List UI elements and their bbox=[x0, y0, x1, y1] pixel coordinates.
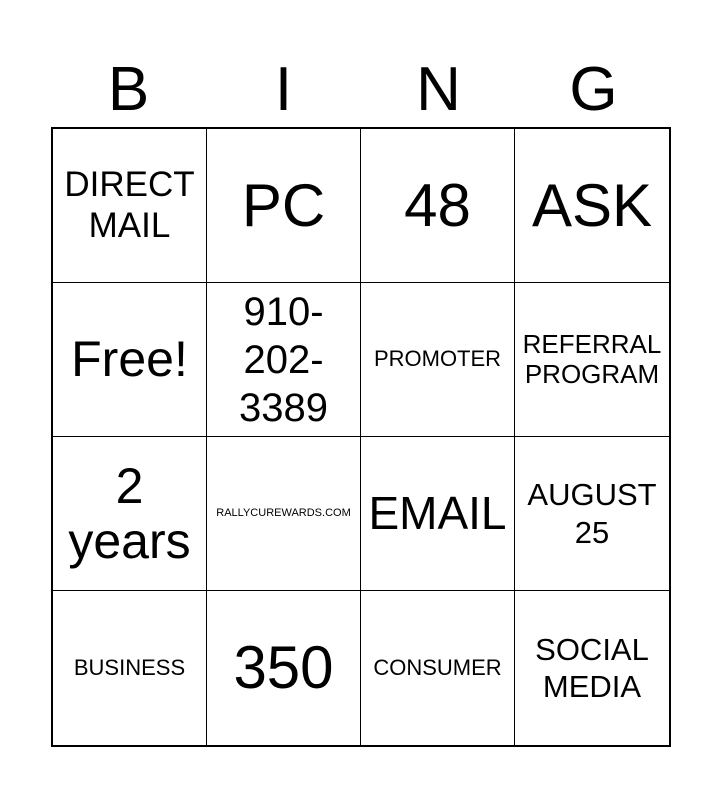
bingo-cell-r2-c4[interactable] bbox=[515, 283, 669, 437]
cell-text: RALLYCUREWARDS.COM bbox=[216, 506, 351, 519]
cell-text: Free! bbox=[71, 331, 188, 387]
bingo-cell-r2-c3[interactable] bbox=[361, 283, 515, 437]
bingo-board bbox=[51, 127, 671, 747]
cell-text: 2 years bbox=[68, 457, 191, 569]
header-letter-b: B bbox=[107, 55, 150, 124]
header-letter-n: N bbox=[416, 55, 461, 124]
bingo-cell-r2-c1[interactable] bbox=[53, 283, 207, 437]
bingo-cell-r4-c2[interactable] bbox=[207, 591, 361, 745]
bingo-cell-r3-c1[interactable] bbox=[53, 437, 207, 591]
cell-text: PROMOTER bbox=[373, 346, 502, 372]
bingo-cell-r4-c4[interactable] bbox=[515, 591, 669, 745]
bingo-cell-r3-c3[interactable] bbox=[361, 437, 515, 591]
cell-text: PC bbox=[241, 171, 326, 239]
bingo-cell-r1-c1[interactable] bbox=[53, 129, 207, 283]
bingo-cell-r3-c2[interactable] bbox=[207, 437, 361, 591]
bingo-cell-r1-c2[interactable] bbox=[207, 129, 361, 283]
bingo-cell-r2-c2[interactable] bbox=[207, 283, 361, 437]
bingo-cell-r1-c3[interactable] bbox=[361, 129, 515, 283]
bingo-cell-r4-c3[interactable] bbox=[361, 591, 515, 745]
bingo-cell-r1-c4[interactable] bbox=[515, 129, 669, 283]
cell-text: REFERRAL PROGRAM bbox=[522, 328, 662, 389]
bingo-header bbox=[51, 52, 671, 128]
cell-text: 350 bbox=[233, 634, 334, 701]
cell-text: BUSINESS bbox=[73, 654, 186, 680]
cell-text: 48 bbox=[404, 171, 471, 239]
cell-text: AUGUST 25 bbox=[527, 477, 657, 550]
cell-text: CONSUMER bbox=[373, 654, 502, 680]
header-letter-i: I bbox=[274, 55, 293, 124]
cell-text: SOCIAL MEDIA bbox=[535, 631, 649, 704]
cell-text: 910-202-3389 bbox=[239, 289, 328, 430]
cell-text: EMAIL bbox=[368, 486, 507, 539]
cell-text: ASK bbox=[531, 171, 653, 239]
bingo-cell-r3-c4[interactable] bbox=[515, 437, 669, 591]
cell-text: DIRECT MAIL bbox=[64, 165, 195, 245]
header-letter-g: G bbox=[569, 55, 618, 124]
bingo-cell-r4-c1[interactable] bbox=[53, 591, 207, 745]
